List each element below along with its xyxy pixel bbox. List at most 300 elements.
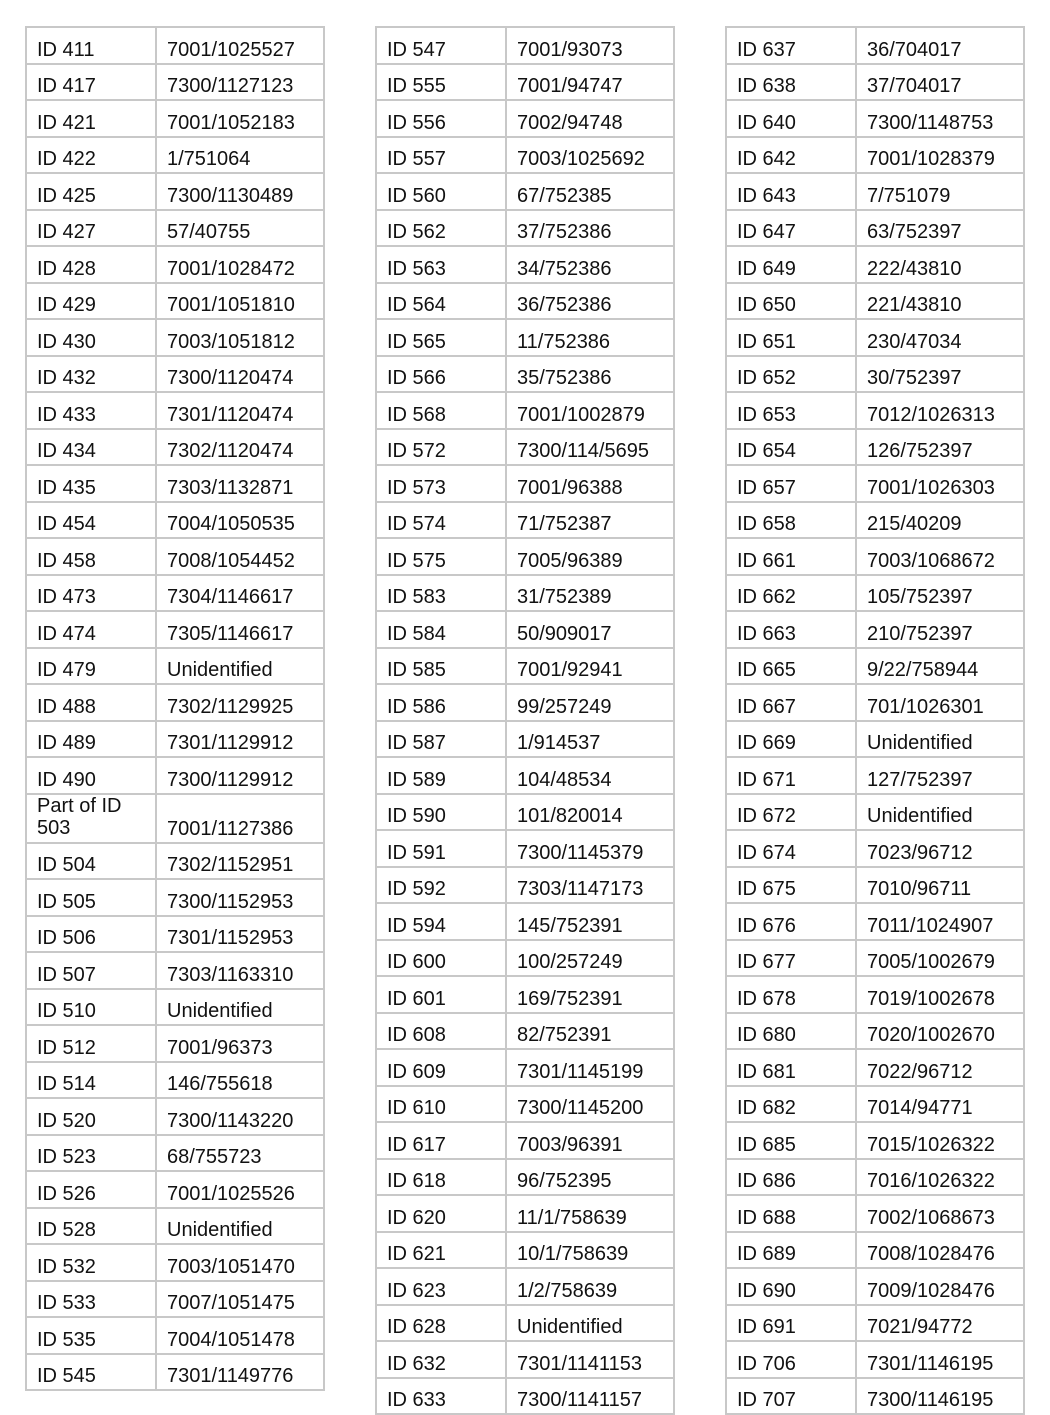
table-row (376, 684, 674, 721)
table-row (726, 1341, 1024, 1378)
id-cell (376, 794, 506, 831)
id-cell (726, 27, 856, 64)
id-cell (726, 1086, 856, 1123)
table-row (376, 830, 674, 867)
reference-value: 7003/1068672 (867, 549, 995, 572)
reference-cell (156, 916, 324, 953)
reference-value: Unidentified (867, 732, 973, 754)
reference-value: 7012/1026313 (867, 403, 995, 426)
reference-cell (156, 1025, 324, 1062)
id-label: ID 510 (37, 1000, 96, 1022)
reference-cell (856, 502, 1024, 539)
reference-value: 7003/96391 (517, 1133, 623, 1156)
reference-value: 31/752389 (517, 586, 612, 608)
id-label: ID 654 (737, 440, 796, 462)
reference-cell (506, 1268, 674, 1305)
table-row (376, 356, 674, 393)
reference-cell (856, 1341, 1024, 1378)
table-row (726, 648, 1024, 685)
id-label: ID 620 (387, 1206, 446, 1229)
table-row (26, 502, 324, 539)
table-row (726, 757, 1024, 794)
reference-value: Unidentified (867, 805, 973, 827)
id-label: ID 526 (37, 1182, 96, 1205)
table-row (26, 210, 324, 247)
id-label: ID 573 (387, 476, 446, 499)
reference-cell (856, 210, 1024, 247)
reference-value: 100/257249 (517, 951, 623, 973)
id-cell (26, 648, 156, 685)
id-cell (26, 319, 156, 356)
table-row (26, 879, 324, 916)
table-row (726, 794, 1024, 831)
reference-cell (156, 1062, 324, 1099)
table-row (726, 319, 1024, 356)
reference-value: 215/40209 (867, 513, 962, 535)
id-label: ID 490 (37, 768, 96, 791)
table-row (376, 1195, 674, 1232)
reference-cell (506, 1195, 674, 1232)
id-cell (376, 611, 506, 648)
table-row (376, 173, 674, 210)
reference-value: 7002/94748 (517, 111, 623, 134)
id-label: ID 662 (737, 586, 796, 608)
id-cell (376, 1305, 506, 1342)
id-cell (726, 392, 856, 429)
table-row (26, 1135, 324, 1172)
table-row (726, 137, 1024, 174)
id-cell (376, 1378, 506, 1415)
table-row (726, 575, 1024, 612)
reference-cell (506, 502, 674, 539)
reference-value: 30/752397 (867, 367, 962, 389)
table-row (376, 1086, 674, 1123)
reference-cell (856, 648, 1024, 685)
table-row (726, 210, 1024, 247)
id-label: ID 528 (37, 1219, 96, 1241)
table-row (26, 989, 324, 1026)
reference-cell (156, 952, 324, 989)
id-label: ID 676 (737, 914, 796, 937)
table-row (26, 319, 324, 356)
reference-cell (506, 1049, 674, 1086)
id-label: ID 640 (737, 111, 796, 134)
id-label: ID 583 (387, 586, 446, 608)
table-row (376, 502, 674, 539)
reference-value: 7003/1025692 (517, 148, 645, 170)
id-label: ID 428 (37, 257, 96, 280)
reference-value: 7305/1146617 (167, 622, 294, 645)
table-row (726, 429, 1024, 466)
reference-cell (856, 903, 1024, 940)
reference-value: 7011/1024907 (867, 914, 994, 937)
reference-cell (156, 1354, 324, 1391)
id-cell (26, 1281, 156, 1318)
id-cell (726, 283, 856, 320)
id-cell (26, 392, 156, 429)
reference-value: 7001/1051810 (167, 294, 295, 316)
id-label: ID 682 (737, 1097, 796, 1119)
reference-value: 1/914537 (517, 732, 601, 754)
reference-value: 68/755723 (167, 1146, 262, 1168)
reference-value: 7302/1120474 (167, 440, 294, 462)
id-label: ID 680 (737, 1024, 796, 1046)
table-row (726, 246, 1024, 283)
table-row (726, 538, 1024, 575)
reference-value: 7301/1146195 (867, 1352, 994, 1375)
reference-value: 7001/1052183 (167, 111, 295, 134)
reference-cell (856, 611, 1024, 648)
reference-cell (156, 843, 324, 880)
reference-value: 7005/96389 (517, 549, 623, 572)
table-row (376, 538, 674, 575)
id-label: ID 435 (37, 476, 96, 499)
reference-value: 67/752385 (517, 184, 612, 207)
reference-cell (856, 1378, 1024, 1415)
id-cell (26, 356, 156, 393)
reference-value: 7008/1028476 (867, 1243, 995, 1265)
reference-cell (506, 794, 674, 831)
table-row (26, 611, 324, 648)
id-cell (26, 1354, 156, 1391)
id-label: ID 638 (737, 75, 796, 97)
id-cell (26, 989, 156, 1026)
id-cell (376, 976, 506, 1013)
id-cell (376, 538, 506, 575)
reference-value: 7004/1050535 (167, 513, 295, 535)
id-label: ID 532 (37, 1255, 96, 1278)
id-cell (376, 246, 506, 283)
reference-value: 7004/1051478 (167, 1328, 295, 1351)
reference-cell (156, 611, 324, 648)
table-row (726, 64, 1024, 101)
id-cell (726, 648, 856, 685)
table-row (376, 1305, 674, 1342)
id-label: ID 535 (37, 1328, 96, 1351)
id-cell (26, 757, 156, 794)
reference-value: 10/1/758639 (517, 1243, 629, 1265)
reference-value: 7005/1002679 (867, 951, 995, 973)
id-cell (26, 100, 156, 137)
reference-cell (156, 356, 324, 393)
id-label: ID 421 (37, 111, 96, 134)
reference-cell (156, 1208, 324, 1245)
reference-cell (856, 757, 1024, 794)
reference-cell (856, 1122, 1024, 1159)
reference-value: 126/752397 (867, 440, 973, 462)
id-cell (726, 356, 856, 393)
table-row (726, 283, 1024, 320)
id-label: ID 653 (737, 403, 796, 426)
id-label: ID 594 (387, 914, 446, 937)
reference-cell (856, 575, 1024, 612)
table-row (376, 1049, 674, 1086)
reference-cell (506, 137, 674, 174)
table-row (376, 283, 674, 320)
table-row (726, 465, 1024, 502)
reference-cell (156, 100, 324, 137)
id-cell (726, 538, 856, 575)
table-row (26, 1281, 324, 1318)
reference-value: 146/755618 (167, 1073, 273, 1095)
reference-value: 210/752397 (867, 622, 973, 645)
id-cell (26, 173, 156, 210)
reference-value: 37/752386 (517, 221, 612, 243)
id-cell (376, 173, 506, 210)
id-label: ID 671 (737, 768, 796, 791)
reference-cell (156, 465, 324, 502)
id-cell (726, 1195, 856, 1232)
id-label: ID 691 (737, 1316, 796, 1338)
reference-cell (506, 64, 674, 101)
id-cell (26, 1317, 156, 1354)
id-label: ID 663 (737, 622, 796, 645)
id-label: ID 609 (387, 1060, 446, 1083)
id-cell (26, 1208, 156, 1245)
id-cell (376, 1232, 506, 1269)
reference-value: 169/752391 (517, 987, 623, 1010)
table-row (376, 100, 674, 137)
reference-value: 222/43810 (867, 257, 962, 280)
table-row (376, 1268, 674, 1305)
id-cell (726, 1268, 856, 1305)
table-row (26, 794, 324, 843)
table-row (726, 1305, 1024, 1342)
reference-cell (156, 173, 324, 210)
reference-value: 9/22/758944 (867, 659, 979, 681)
reference-value: 7001/1025526 (167, 1182, 295, 1205)
reference-cell (856, 429, 1024, 466)
id-label: ID 430 (37, 330, 96, 353)
reference-cell (506, 173, 674, 210)
reference-cell (506, 1378, 674, 1415)
reference-value: 82/752391 (517, 1024, 612, 1046)
id-cell (726, 903, 856, 940)
table-row (376, 1159, 674, 1196)
reference-value: 1/2/758639 (517, 1279, 618, 1302)
table-row (26, 843, 324, 880)
table-row (26, 246, 324, 283)
id-cell (726, 794, 856, 831)
reference-value: 7010/96711 (867, 878, 972, 900)
reference-value: 7001/94747 (517, 75, 623, 97)
reference-value: 7300/1146195 (867, 1389, 994, 1411)
id-label: ID 417 (37, 75, 96, 97)
reference-cell (156, 210, 324, 247)
reference-value: 7016/1026322 (867, 1170, 995, 1192)
reference-cell (156, 538, 324, 575)
id-cell (376, 721, 506, 758)
id-label: ID 566 (387, 367, 446, 389)
id-cell (376, 1049, 506, 1086)
reference-cell (506, 1341, 674, 1378)
table-row (726, 830, 1024, 867)
reference-cell (506, 1086, 674, 1123)
id-label: ID 504 (37, 854, 96, 876)
reference-value: 37/704017 (867, 75, 962, 97)
reference-cell (506, 1013, 674, 1050)
reference-cell (506, 1159, 674, 1196)
id-label: ID 427 (37, 221, 96, 243)
table-row (26, 1025, 324, 1062)
table-row (726, 867, 1024, 904)
id-cell (726, 1122, 856, 1159)
id-cell (26, 1171, 156, 1208)
table-row (26, 648, 324, 685)
table-row (26, 1062, 324, 1099)
reference-cell (856, 392, 1024, 429)
table-row (726, 1122, 1024, 1159)
reference-cell (856, 283, 1024, 320)
id-label: ID 618 (387, 1170, 446, 1192)
id-cell (376, 319, 506, 356)
id-cell (26, 429, 156, 466)
id-label: ID 610 (387, 1097, 446, 1119)
id-label: ID 674 (737, 841, 796, 864)
table-row (376, 137, 674, 174)
reference-cell (156, 137, 324, 174)
reference-value: 36/704017 (867, 38, 962, 61)
id-label: ID 688 (737, 1206, 796, 1229)
reference-cell (506, 648, 674, 685)
id-label: ID 608 (387, 1024, 446, 1046)
id-label: ID 601 (387, 987, 446, 1010)
reference-cell (156, 1317, 324, 1354)
id-cell (376, 1341, 506, 1378)
reference-value: 63/752397 (867, 221, 962, 243)
id-label: ID 592 (387, 878, 446, 900)
id-label: ID 560 (387, 184, 446, 207)
reference-value: 7007/1051475 (167, 1292, 295, 1314)
id-label: ID 643 (737, 184, 796, 207)
reference-cell (856, 538, 1024, 575)
reference-cell (506, 721, 674, 758)
id-cell (26, 1062, 156, 1099)
reference-cell (856, 1159, 1024, 1196)
table-row (376, 940, 674, 977)
reference-cell (856, 830, 1024, 867)
id-cell (26, 1098, 156, 1135)
reference-value: 7300/1129912 (167, 768, 294, 791)
table-row (376, 757, 674, 794)
id-cell (376, 27, 506, 64)
id-cell (376, 137, 506, 174)
table-row (26, 1208, 324, 1245)
table-row (726, 1268, 1024, 1305)
reference-cell (856, 137, 1024, 174)
table-row (376, 976, 674, 1013)
id-label: ID 667 (737, 695, 796, 718)
id-cell (726, 757, 856, 794)
reference-value: 101/820014 (517, 805, 623, 827)
reference-cell (856, 721, 1024, 758)
table-row (26, 429, 324, 466)
id-label: ID 686 (737, 1170, 796, 1192)
reference-value: 7300/1141157 (517, 1389, 642, 1411)
reference-value: 96/752395 (517, 1170, 612, 1192)
reference-value: 7001/1028472 (167, 257, 295, 280)
reference-cell (156, 757, 324, 794)
id-cell (26, 952, 156, 989)
table-row (376, 575, 674, 612)
reference-value: 11/1/758639 (517, 1206, 627, 1229)
id-label: ID 689 (737, 1243, 796, 1265)
reference-cell (506, 976, 674, 1013)
reference-cell (856, 1268, 1024, 1305)
table-row (726, 903, 1024, 940)
reference-value: 7300/1120474 (167, 367, 294, 389)
id-cell (376, 1013, 506, 1050)
reference-cell (856, 1086, 1024, 1123)
reference-cell (856, 100, 1024, 137)
reference-value: 7303/1163310 (167, 963, 294, 986)
id-cell (726, 1159, 856, 1196)
id-cell (376, 575, 506, 612)
id-cell (726, 1341, 856, 1378)
table-row (726, 684, 1024, 721)
reference-value: 7001/93073 (517, 38, 623, 61)
table-row (26, 137, 324, 174)
id-label: ID 685 (737, 1133, 796, 1156)
reference-value: 7301/1129912 (167, 732, 294, 754)
id-cell (726, 611, 856, 648)
table-row (726, 1378, 1024, 1415)
reference-value: Unidentified (517, 1316, 623, 1338)
reference-cell (506, 27, 674, 64)
table-row (26, 721, 324, 758)
table-row (376, 392, 674, 429)
id-label: ID 454 (37, 513, 96, 535)
reference-cell (856, 1195, 1024, 1232)
id-label: ID 473 (37, 586, 96, 608)
id-label: ID 677 (737, 951, 796, 973)
reference-value: 7300/1130489 (167, 184, 294, 207)
reference-cell (156, 1171, 324, 1208)
reference-value: 7001/96388 (517, 476, 623, 499)
reference-value: 7001/1127386 (167, 817, 294, 840)
id-label: ID 690 (737, 1279, 796, 1302)
id-cell (726, 867, 856, 904)
id-label: ID 547 (387, 38, 446, 61)
table-row (376, 721, 674, 758)
id-label: ID 632 (387, 1352, 446, 1375)
id-label: ID 647 (737, 221, 796, 243)
table-row (26, 1171, 324, 1208)
id-cell (726, 721, 856, 758)
reference-cell (506, 356, 674, 393)
reference-value: 7300/1148753 (867, 111, 994, 134)
id-cell (726, 502, 856, 539)
reference-cell (856, 356, 1024, 393)
id-label: ID 429 (37, 294, 96, 316)
id-cell (726, 465, 856, 502)
reference-value: 7003/1051470 (167, 1255, 295, 1278)
reference-cell (156, 721, 324, 758)
table-row (376, 1013, 674, 1050)
reference-value: 105/752397 (867, 586, 973, 608)
id-label: ID 584 (387, 622, 446, 645)
reference-cell (156, 879, 324, 916)
id-label: ID 458 (37, 549, 96, 572)
reference-value: 7009/1028476 (867, 1279, 995, 1302)
id-cell (26, 465, 156, 502)
id-cell (376, 210, 506, 247)
reference-cell (156, 1135, 324, 1172)
id-cell (726, 1378, 856, 1415)
id-label: ID 562 (387, 221, 446, 243)
id-label: ID 564 (387, 294, 446, 316)
id-label: ID 678 (737, 987, 796, 1010)
